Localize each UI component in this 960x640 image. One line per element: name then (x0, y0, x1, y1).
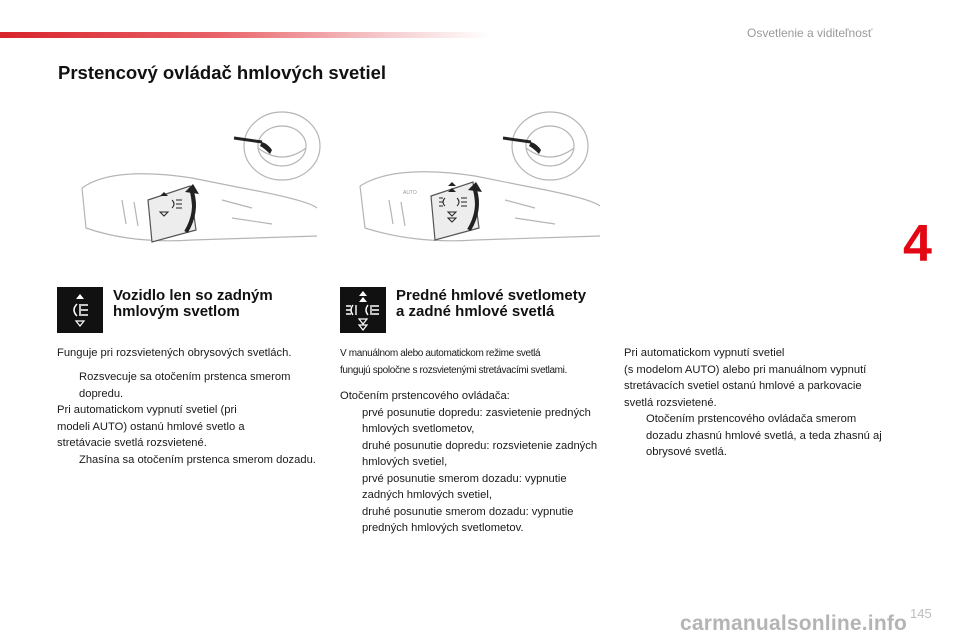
front-rear-fog-heading: Predné hmlové svetlomety a zadné hmlové svetlá (396, 287, 587, 320)
col2-note: V manuálnom alebo automatickom režime svetlá fungujú spoločne s rozsvietenými stretávacími svetlami. (340, 348, 567, 376)
page-number: 145 (910, 606, 932, 621)
page-title: Prstencový ovládač hmlových svetiel (58, 62, 387, 83)
header-accent-bar (0, 32, 490, 38)
watermark: carmanualsonline.info (680, 612, 908, 635)
section-title: Osvetlenie a viditeľnosť (747, 26, 873, 40)
col1-intro: Funguje pri rozsvietených obrysových svetlách. (57, 347, 292, 359)
front-rear-fog-lights-icon (340, 287, 386, 333)
rear-fog-heading: Vozidlo len so zadným hmlovým svetlom (113, 287, 273, 320)
list-item: Rozsvecuje sa otočením prstenca smerom dopredu. (79, 371, 291, 400)
col2-body: Otočením prstencového ovládača: prvé posunutie dopredu: zasvietenie predných hmlových svetlometov, druhé posunutie dopredu: rozsvietenie zadných hmlových svetiel, prvé posunutie smerom dozadu: vypnutie zadných hmlových svetiel, druhé posunutie smerom dozadu: vypnutie predných hmlových svetlometov. (340, 388, 608, 537)
list-item: Otočením prstencového ovládača smerom dozadu zhasnú hmlové svetlá, a teda zhasnú aj obrysové svetlá. (646, 413, 882, 458)
steering-wheel-stalk-front-rear-fog-illustration (355, 108, 605, 268)
list-item: prvé posunutie dopredu: zasvietenie predných hmlových svetlometov, (362, 406, 591, 435)
list-item: prvé posunutie smerom dozadu: vypnutie zadných hmlových svetiel, (362, 472, 567, 501)
steering-wheel-stalk-rear-fog-illustration (72, 108, 322, 268)
list-item: Zhasína sa otočením prstenca smerom dozadu. (79, 453, 316, 466)
chapter-number: 4 (903, 215, 932, 273)
col3-body: Pri automatickom vypnutí svetiel (s modelom AUTO) alebo pri manuálnom vypnutí stretávacích svetiel ostanú hmlové a parkovacie svetlá rozsvietené. Otočením prstencového ovládača smerom dozadu zhasnú hmlové svetlá, a teda zhasnú aj obrysové svetlá. (624, 345, 884, 461)
svg-text:AUTO: AUTO (403, 190, 417, 196)
list-item: druhé posunutie dopredu: rozsvietenie zadných hmlových svetiel, (362, 439, 598, 468)
rear-fog-light-icon (57, 287, 103, 333)
list-item: druhé posunutie smerom dozadu: vypnutie predných hmlových svetlometov. (362, 505, 574, 534)
col1-body: Rozsvecuje sa otočením prstenca smerom dopredu. Pri automatickom vypnutí svetiel (pri modeli AUTO) ostanú hmlové svetlo a stretávacie svetlá rozsvietené. Zhasína sa otočením prstenca smerom dozadu. (57, 369, 327, 468)
